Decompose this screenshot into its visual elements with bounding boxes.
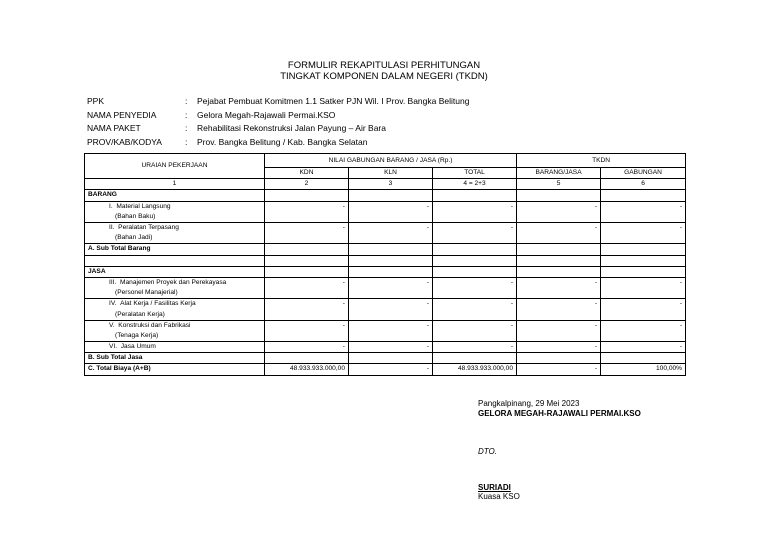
header-gabungan: GABUNGAN bbox=[601, 168, 686, 179]
cell-gabungan: - bbox=[601, 277, 686, 288]
cell-barang-jasa: - bbox=[517, 342, 601, 353]
signature-name: SURIADI bbox=[478, 483, 511, 492]
cell-total: - bbox=[433, 342, 517, 353]
table-row-sub bbox=[85, 212, 686, 223]
cell-kln: - bbox=[349, 222, 433, 233]
table-row bbox=[85, 222, 686, 233]
cell-gabungan: - bbox=[601, 299, 686, 310]
signature-place-date: Pangkalpinang, 29 Mei 2023 bbox=[478, 399, 580, 408]
item-sub: (Tenaga Kerja) bbox=[85, 331, 265, 342]
item-desc bbox=[85, 299, 265, 310]
section-label: BARANG bbox=[85, 190, 265, 201]
table-row bbox=[85, 201, 686, 212]
item-sub: (Bahan Baku) bbox=[85, 212, 265, 223]
header-uraian: URAIAN PEKERJAAN bbox=[85, 154, 265, 179]
form-title bbox=[0, 60, 768, 82]
item-desc bbox=[85, 277, 265, 288]
cell-gabungan: - bbox=[601, 222, 686, 233]
spacer-row bbox=[85, 255, 686, 266]
table-row-sub bbox=[85, 331, 686, 342]
info-block bbox=[87, 95, 469, 149]
header-nilai: NILAI GABUNGAN BARANG / JASA (Rp.) bbox=[265, 154, 517, 168]
cell-barang-jasa: - bbox=[517, 201, 601, 212]
header-kdn: KDN bbox=[265, 168, 349, 179]
col-number: 4 = 2+3 bbox=[433, 179, 517, 190]
table-row bbox=[85, 342, 686, 353]
column-number-row bbox=[85, 179, 686, 190]
total-gabungan: 100,00% bbox=[601, 364, 686, 375]
table-row bbox=[85, 299, 686, 310]
item-num: I. bbox=[109, 202, 113, 210]
header-kln: KLN bbox=[349, 168, 433, 179]
item-sub: (Personel Manajerial) bbox=[85, 288, 265, 299]
subtotal-row-jasa bbox=[85, 353, 686, 364]
total-kdn: 48.933.933.000,00 bbox=[265, 364, 349, 375]
table-row-sub bbox=[85, 309, 686, 320]
cell-kln: - bbox=[349, 299, 433, 310]
header-total: TOTAL bbox=[433, 168, 517, 179]
subtotal-row-barang bbox=[85, 244, 686, 255]
header-row bbox=[85, 154, 686, 168]
item-name: Peralatan Terpasang bbox=[118, 224, 179, 232]
table-row-sub bbox=[85, 288, 686, 299]
cell-total: - bbox=[433, 320, 517, 331]
cell-kdn: - bbox=[265, 342, 349, 353]
title-line-2: TINGKAT KOMPONEN DALAM NEGERI (TKDN) bbox=[280, 71, 488, 82]
total-barang-jasa: - bbox=[517, 364, 601, 375]
item-num: II. bbox=[109, 224, 115, 232]
header-tkdn: TKDN bbox=[517, 154, 686, 168]
item-name: Alat Kerja / Fasilitas Kerja bbox=[120, 300, 196, 308]
section-row-jasa bbox=[85, 266, 686, 277]
cell-total: - bbox=[433, 299, 517, 310]
table-row bbox=[85, 277, 686, 288]
info-colon: : bbox=[185, 136, 188, 147]
section-row-barang bbox=[85, 190, 686, 201]
subtotal-label: B. Sub Total Jasa bbox=[85, 353, 265, 364]
info-value: Prov. Bangka Belitung / Kab. Bangka Selatan bbox=[197, 136, 368, 147]
cell-barang-jasa: - bbox=[517, 320, 601, 331]
info-label: NAMA PAKET bbox=[87, 123, 141, 133]
total-kln: - bbox=[349, 364, 433, 375]
item-num: VI. bbox=[109, 343, 118, 351]
info-row-penyedia bbox=[87, 109, 469, 123]
info-colon: : bbox=[185, 96, 188, 106]
cell-barang-jasa: - bbox=[517, 222, 601, 233]
item-sub: (Peralatan Kerja) bbox=[85, 309, 265, 320]
total-total: 48.933.933.000,00 bbox=[433, 364, 517, 375]
signature-company: GELORA MEGAH-RAJAWALI PERMAI.KSO bbox=[478, 409, 641, 418]
cell-kln: - bbox=[349, 201, 433, 212]
item-desc bbox=[85, 222, 265, 233]
item-num: V. bbox=[109, 321, 115, 329]
col-number: 1 bbox=[85, 179, 265, 190]
info-value: Pejabat Pembuat Komitmen 1.1 Satker PJN Wil. I Prov. Bangka Belitung bbox=[197, 96, 470, 106]
item-num: III. bbox=[109, 278, 117, 286]
table-row bbox=[85, 320, 686, 331]
info-label: PROV/KAB/KODYA bbox=[87, 136, 162, 147]
cell-kdn: - bbox=[265, 201, 349, 212]
item-desc bbox=[85, 342, 265, 353]
subtotal-label: A. Sub Total Barang bbox=[85, 244, 265, 255]
info-label: PPK bbox=[87, 96, 105, 106]
total-row bbox=[85, 364, 686, 375]
cell-kln: - bbox=[349, 320, 433, 331]
cell-gabungan: - bbox=[601, 320, 686, 331]
cell-gabungan: - bbox=[601, 201, 686, 212]
total-label: C. Total Biaya (A+B) bbox=[85, 364, 265, 375]
info-value: Gelora Megah-Rajawali Permai.KSO bbox=[197, 109, 336, 120]
item-name: Manajemen Proyek dan Perekayasa bbox=[120, 278, 227, 286]
cell-total: - bbox=[433, 201, 517, 212]
item-name: Material Langsung bbox=[116, 202, 171, 210]
signature-dto: DTO. bbox=[478, 447, 497, 456]
item-name: Jasa Umum bbox=[120, 343, 156, 351]
col-number: 6 bbox=[601, 179, 686, 190]
info-label: NAMA PENYEDIA bbox=[87, 109, 157, 120]
cell-kln: - bbox=[349, 277, 433, 288]
cell-kln: - bbox=[349, 342, 433, 353]
cell-kdn: - bbox=[265, 320, 349, 331]
col-number: 3 bbox=[349, 179, 433, 190]
info-colon: : bbox=[185, 109, 188, 120]
cell-kdn: - bbox=[265, 222, 349, 233]
col-number: 5 bbox=[517, 179, 601, 190]
info-row-ppk bbox=[87, 95, 469, 109]
cell-kdn: - bbox=[265, 299, 349, 310]
cell-barang-jasa: - bbox=[517, 299, 601, 310]
item-sub: (Bahan Jadi) bbox=[85, 233, 265, 244]
table-row-sub bbox=[85, 233, 686, 244]
cell-barang-jasa: - bbox=[517, 277, 601, 288]
cell-kdn: - bbox=[265, 277, 349, 288]
item-desc bbox=[85, 201, 265, 212]
cell-total: - bbox=[433, 277, 517, 288]
section-label: JASA bbox=[85, 266, 265, 277]
info-value: Rehabilitasi Rekonstruksi Jalan Payung – Air Bara bbox=[197, 123, 386, 133]
title-line-1: FORMULIR REKAPITULASI PERHITUNGAN bbox=[287, 60, 481, 71]
cell-total: - bbox=[433, 222, 517, 233]
tkdn-table bbox=[84, 153, 686, 376]
info-colon: : bbox=[185, 123, 188, 133]
item-desc bbox=[85, 320, 265, 331]
info-row-prov bbox=[87, 136, 469, 150]
item-num: IV. bbox=[109, 300, 117, 308]
col-number: 2 bbox=[265, 179, 349, 190]
item-name: Konstruksi dan Fabrikasi bbox=[118, 321, 191, 329]
signature-role: Kuasa KSO bbox=[478, 492, 520, 501]
header-barang-jasa: BARANG/JASA bbox=[517, 168, 601, 179]
info-row-paket bbox=[87, 122, 469, 136]
cell-gabungan: - bbox=[601, 342, 686, 353]
